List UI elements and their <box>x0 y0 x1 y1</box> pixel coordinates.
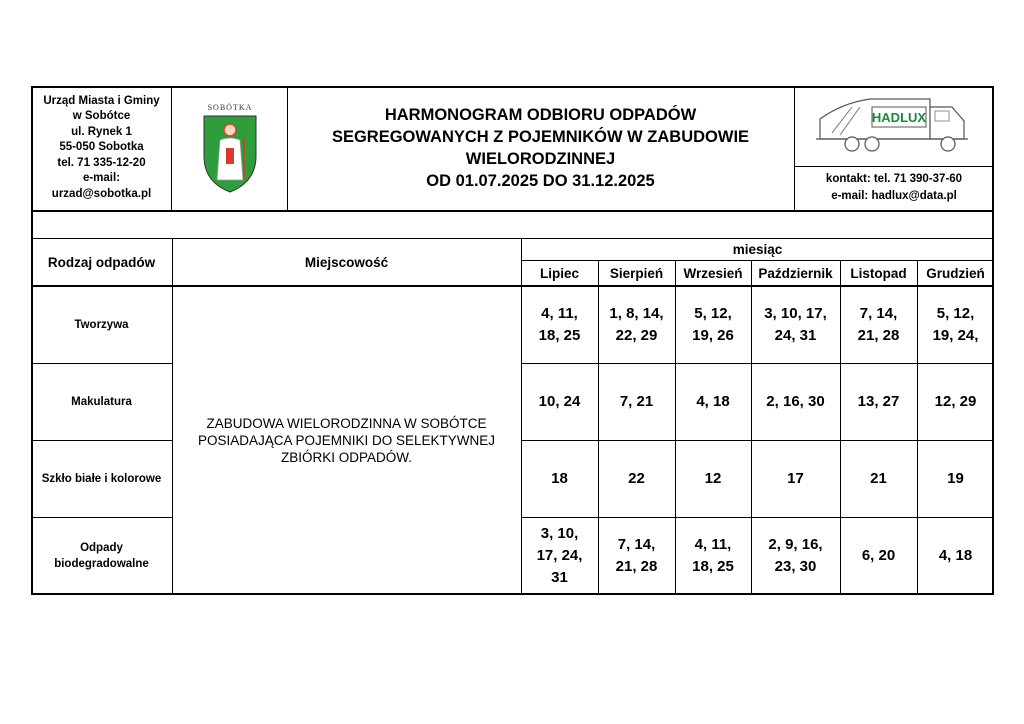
date-line: 5, 12, <box>694 304 732 322</box>
date-cell <box>598 286 675 363</box>
date-cell: 19 <box>947 469 964 487</box>
date-cell: 12, 29 <box>934 392 977 410</box>
title-line: WIELORODZINNEJ <box>465 150 616 168</box>
office-line: tel. 71 335-12-20 <box>57 156 146 169</box>
company-logo <box>794 86 994 166</box>
date-cell: 21 <box>870 469 887 487</box>
header <box>31 86 994 210</box>
waste-type-cell <box>31 517 172 594</box>
waste-type-label: Tworzywa <box>74 318 129 331</box>
month-header: Lipiec <box>539 265 579 281</box>
date-line: 1, 8, 14, <box>609 304 664 322</box>
date-line: 19, 26 <box>692 326 734 344</box>
month-header: Listopad <box>850 265 907 281</box>
date-line: 22, 29 <box>615 326 658 344</box>
date-cell <box>598 517 675 594</box>
date-cell: 6, 20 <box>861 546 896 564</box>
date-line: 2, 9, 16, <box>768 535 823 553</box>
date-cell: 7, 21 <box>619 392 654 410</box>
svg-text:SOBÓTKA: SOBÓTKA <box>207 103 252 112</box>
waste-type-cell <box>31 286 172 363</box>
office-line: e-mail: <box>82 172 121 185</box>
date-line: 21, 28 <box>615 557 658 575</box>
month-header: Październik <box>758 265 833 281</box>
garbage-truck-icon <box>812 93 976 159</box>
date-cell: 12 <box>704 469 722 487</box>
date-line: 18, 25 <box>692 557 734 575</box>
title-line: SEGREGOWANYCH Z POJEMNIKÓW W ZABUDOWIE <box>331 128 750 146</box>
date-cell <box>675 286 751 363</box>
date-line: 5, 12, <box>936 304 975 322</box>
date-cell <box>751 286 840 363</box>
title-period: OD 01.07.2025 DO 31.12.2025 <box>426 172 655 190</box>
town-crest <box>172 86 287 210</box>
date-cell: 22 <box>628 469 645 487</box>
date-line: 4, 11, <box>541 304 578 322</box>
spacer-row <box>31 210 994 238</box>
date-cell <box>840 286 917 363</box>
office-line: 55-050 Sobotka <box>59 141 144 154</box>
waste-type-cell <box>31 440 172 517</box>
month-header: Grudzień <box>926 265 985 281</box>
office-line: w Sobótce <box>72 110 131 123</box>
date-cell: 18 <box>551 469 568 487</box>
date-line: 3, 10, <box>540 524 579 542</box>
waste-type-label: Odpady <box>80 541 123 554</box>
date-line: 31 <box>551 568 568 586</box>
col-header-waste: Rodzaj odpadów <box>47 254 156 270</box>
date-line: 7, 14, <box>617 535 656 553</box>
date-cell: 10, 24 <box>538 392 581 410</box>
location-line: ZBIÓRKI ODPADÓW. <box>280 449 412 465</box>
date-cell: 17 <box>787 469 804 487</box>
location-line: ZABUDOWA WIELORODZINNA W SOBÓTCE <box>206 415 487 431</box>
date-cell: 2, 16, 30 <box>766 392 825 410</box>
date-line: 23, 30 <box>774 557 817 575</box>
office-line: ul. Rynek 1 <box>71 125 132 138</box>
date-cell: 13, 27 <box>857 392 900 410</box>
company-name: HADLUX <box>871 110 927 125</box>
date-cell <box>521 517 598 594</box>
location-line: POSIADAJĄCA POJEMNIKI DO SELEKTYWNEJ <box>197 432 496 448</box>
crest-icon <box>190 98 270 198</box>
waste-type-label: biodegradowalne <box>54 557 149 570</box>
col-header-location: Miejscowość <box>304 254 389 270</box>
date-line: 3, 10, 17, <box>764 304 827 322</box>
schedule-table <box>31 238 994 595</box>
date-line: 4, 11, <box>694 535 732 553</box>
date-cell <box>917 286 994 363</box>
waste-type-label: Makulatura <box>71 395 132 408</box>
date-cell <box>751 517 840 594</box>
date-cell: 4, 18 <box>938 546 973 564</box>
office-address <box>31 86 172 210</box>
document-title <box>287 86 794 210</box>
date-line: 18, 25 <box>538 326 581 344</box>
waste-type-label: Szkło białe i kolorowe <box>41 472 162 485</box>
contact-phone: kontakt: tel. 71 390-37-60 <box>825 173 963 185</box>
month-header: Wrzesień <box>683 265 743 281</box>
month-header: Sierpień <box>609 265 664 281</box>
contact-email: e-mail: hadlux@data.pl <box>831 190 957 202</box>
date-line: 17, 24, <box>536 546 583 564</box>
office-line: Urząd Miasta i Gminy <box>43 94 160 107</box>
title-line: HARMONOGRAM ODBIORU ODPADÓW <box>384 106 697 124</box>
date-cell <box>675 517 751 594</box>
date-line: 24, 31 <box>774 326 817 344</box>
location-cell <box>172 286 521 594</box>
date-line: 19, 24, <box>932 326 979 344</box>
date-cell <box>521 286 598 363</box>
office-email: urzad@sobotka.pl <box>51 187 152 200</box>
date-line: 7, 14, <box>859 304 898 322</box>
col-header-month-group: miesiąc <box>732 241 783 257</box>
waste-type-cell <box>31 363 172 440</box>
company-contact <box>794 166 994 210</box>
date-cell: 4, 18 <box>696 392 730 410</box>
date-line: 21, 28 <box>857 326 900 344</box>
